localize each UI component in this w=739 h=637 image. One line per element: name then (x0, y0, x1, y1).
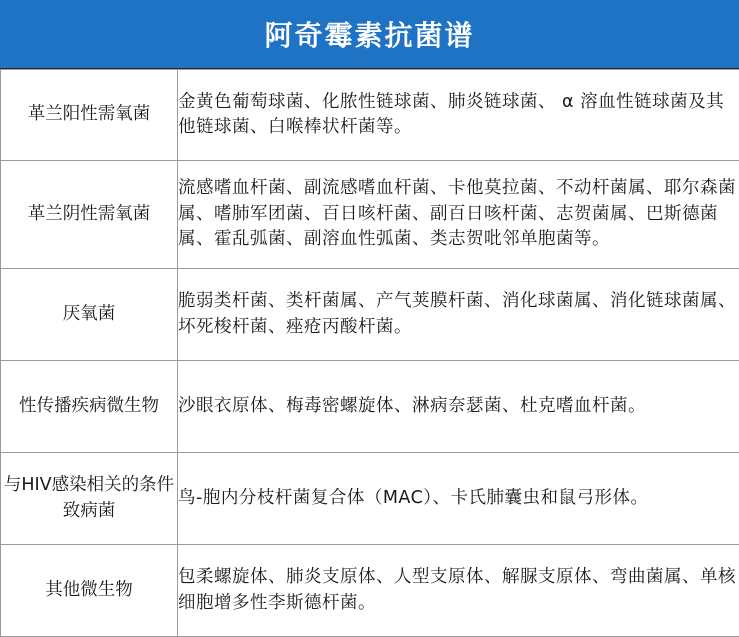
table-row (1, 70, 739, 161)
row-category: 其他微生物 (1, 545, 178, 637)
row-category: 厌氧菌 (1, 269, 178, 361)
row-organisms: 流感嗜血杆菌、副流感嗜血杆菌、卡他莫拉菌、不动杆菌属、耶尔森菌属、嗜肺军团菌、百日咳杆菌、副百日咳杆菌、志贺菌属、巴斯德菌属、霍乱弧菌、副溶血性弧菌、类志贺吡邻单胞菌等。 (178, 161, 739, 269)
table-row (1, 453, 739, 545)
row-category: 革兰阴性需氧菌 (1, 161, 178, 269)
row-organisms: 包柔螺旋体、肺炎支原体、人型支原体、解脲支原体、弯曲菌属、单核细胞增多性李斯德杆菌。 (178, 545, 739, 637)
table-row (1, 545, 739, 637)
row-organisms: 沙眼衣原体、梅毒密螺旋体、淋病奈瑟菌、杜克嗜血杆菌。 (178, 361, 739, 453)
row-organisms: 鸟-胞内分枝杆菌复合体（MAC）、卡氏肺囊虫和鼠弓形体。 (178, 453, 739, 545)
row-organisms: 金黄色葡萄球菌、化脓性链球菌、肺炎链球菌、 α 溶血性链球菌及其他链球菌、白喉棒状杆菌等。 (178, 70, 739, 161)
table-title: 阿奇霉素抗菌谱 (0, 0, 739, 69)
row-category: 性传播疾病微生物 (1, 361, 178, 453)
table-row (1, 161, 739, 269)
row-organisms: 脆弱类杆菌、类杆菌属、产气荚膜杆菌、消化球菌属、消化链球菌属、坏死梭杆菌、痤疮丙酸杆菌。 (178, 269, 739, 361)
spectrum-table (0, 69, 739, 637)
table-row (1, 361, 739, 453)
row-category: 革兰阳性需氧菌 (1, 70, 178, 161)
table-row (1, 269, 739, 361)
row-category: 与HIV感染相关的条件致病菌 (1, 453, 178, 545)
